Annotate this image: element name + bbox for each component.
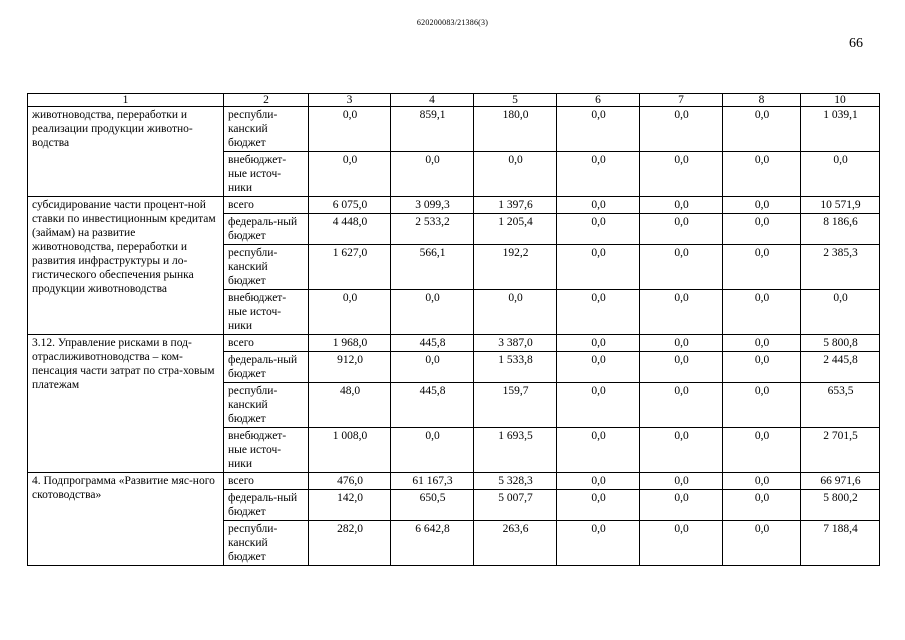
header-row — [28, 94, 880, 107]
item-name: субсидирование части процент-ной ставки по инвестиционным кредитам (займам) на развитие животноводства, переработки и развития инфраструктуры и ло-гистического обеспечения рынка продукции животноводства — [28, 197, 224, 335]
item-name: 4. Подпрограмма «Развитие мяс-ного скотоводства» — [28, 473, 224, 566]
value-cell: 5 800,8 — [801, 335, 880, 352]
value-cell: 0,0 — [723, 214, 801, 245]
value-cell: 0,0 — [723, 428, 801, 473]
value-cell: 0,0 — [801, 290, 880, 335]
value-cell: 0,0 — [557, 197, 640, 214]
value-cell: 1 039,1 — [801, 107, 880, 152]
value-cell: 0,0 — [723, 245, 801, 290]
value-cell: 3 387,0 — [474, 335, 557, 352]
funding-source: федераль-ный бюджет — [224, 352, 309, 383]
value-cell: 180,0 — [474, 107, 557, 152]
value-cell: 159,7 — [474, 383, 557, 428]
value-cell: 0,0 — [557, 352, 640, 383]
value-cell: 1 397,6 — [474, 197, 557, 214]
column-header-4: 4 — [391, 94, 474, 107]
value-cell: 0,0 — [723, 473, 801, 490]
value-cell: 6 075,0 — [309, 197, 391, 214]
value-cell: 142,0 — [309, 490, 391, 521]
page-number: 66 — [849, 36, 863, 51]
item-name: животноводства, переработки и реализации продукции животно-водства — [28, 107, 224, 197]
funding-source: внебюджет-ные источ-ники — [224, 428, 309, 473]
value-cell: 0,0 — [557, 245, 640, 290]
value-cell: 445,8 — [391, 383, 474, 428]
column-header-5: 5 — [474, 94, 557, 107]
funding-source: всего — [224, 473, 309, 490]
value-cell: 61 167,3 — [391, 473, 474, 490]
value-cell: 1 627,0 — [309, 245, 391, 290]
value-cell: 2 385,3 — [801, 245, 880, 290]
funding-source: республи-канский бюджет — [224, 383, 309, 428]
value-cell: 1 533,8 — [474, 352, 557, 383]
value-cell: 263,6 — [474, 521, 557, 566]
table-row — [28, 107, 880, 152]
value-cell: 0,0 — [391, 352, 474, 383]
value-cell: 650,5 — [391, 490, 474, 521]
value-cell: 0,0 — [557, 290, 640, 335]
column-header-3: 3 — [309, 94, 391, 107]
value-cell: 0,0 — [640, 245, 723, 290]
funding-source: всего — [224, 197, 309, 214]
column-header-10: 10 — [801, 94, 880, 107]
item-name: 3.12. Управление рисками в под-отраслиживотноводства – ком-пенсация части затрат по стра-ховым платежам — [28, 335, 224, 473]
value-cell: 0,0 — [640, 107, 723, 152]
value-cell: 3 099,3 — [391, 197, 474, 214]
value-cell: 0,0 — [640, 335, 723, 352]
value-cell: 0,0 — [723, 197, 801, 214]
value-cell: 66 971,6 — [801, 473, 880, 490]
column-header-8: 8 — [723, 94, 801, 107]
value-cell: 0,0 — [640, 383, 723, 428]
value-cell: 476,0 — [309, 473, 391, 490]
funding-source: республи-канский бюджет — [224, 521, 309, 566]
value-cell: 0,0 — [309, 107, 391, 152]
value-cell: 2 445,8 — [801, 352, 880, 383]
value-cell: 4 448,0 — [309, 214, 391, 245]
value-cell: 0,0 — [309, 290, 391, 335]
value-cell: 0,0 — [557, 152, 640, 197]
value-cell: 445,8 — [391, 335, 474, 352]
value-cell: 48,0 — [309, 383, 391, 428]
value-cell: 0,0 — [723, 352, 801, 383]
value-cell: 5 328,3 — [474, 473, 557, 490]
value-cell: 2 533,2 — [391, 214, 474, 245]
column-header-7: 7 — [640, 94, 723, 107]
value-cell: 0,0 — [391, 290, 474, 335]
value-cell: 0,0 — [723, 290, 801, 335]
value-cell: 0,0 — [557, 490, 640, 521]
funding-source: внебюджет-ные источ-ники — [224, 152, 309, 197]
value-cell: 192,2 — [474, 245, 557, 290]
value-cell: 0,0 — [640, 352, 723, 383]
funding-source: федераль-ный бюджет — [224, 214, 309, 245]
value-cell: 0,0 — [640, 152, 723, 197]
value-cell: 0,0 — [557, 335, 640, 352]
value-cell: 0,0 — [557, 383, 640, 428]
value-cell: 1 008,0 — [309, 428, 391, 473]
value-cell: 2 701,5 — [801, 428, 880, 473]
table-body — [28, 107, 880, 566]
budget-table — [27, 93, 880, 566]
value-cell: 0,0 — [723, 383, 801, 428]
column-header-2: 2 — [224, 94, 309, 107]
value-cell: 0,0 — [391, 152, 474, 197]
value-cell: 0,0 — [640, 428, 723, 473]
column-header-1: 1 — [28, 94, 224, 107]
value-cell: 566,1 — [391, 245, 474, 290]
table-row — [28, 197, 880, 214]
value-cell: 8 186,6 — [801, 214, 880, 245]
document-id: 620200083/21386(3) — [416, 18, 489, 27]
value-cell: 1 205,4 — [474, 214, 557, 245]
value-cell: 0,0 — [391, 428, 474, 473]
value-cell: 0,0 — [640, 290, 723, 335]
value-cell: 0,0 — [557, 214, 640, 245]
value-cell: 0,0 — [723, 335, 801, 352]
value-cell: 0,0 — [474, 152, 557, 197]
funding-source: федераль-ный бюджет — [224, 490, 309, 521]
value-cell: 0,0 — [309, 152, 391, 197]
value-cell: 0,0 — [640, 197, 723, 214]
value-cell: 912,0 — [309, 352, 391, 383]
funding-source: республи-канский бюджет — [224, 245, 309, 290]
value-cell: 1 968,0 — [309, 335, 391, 352]
value-cell: 0,0 — [640, 521, 723, 566]
table-row — [28, 335, 880, 352]
value-cell: 0,0 — [557, 428, 640, 473]
value-cell: 5 800,2 — [801, 490, 880, 521]
value-cell: 0,0 — [723, 521, 801, 566]
column-header-6: 6 — [557, 94, 640, 107]
value-cell: 0,0 — [557, 521, 640, 566]
value-cell: 0,0 — [557, 473, 640, 490]
value-cell: 6 642,8 — [391, 521, 474, 566]
value-cell: 0,0 — [723, 152, 801, 197]
value-cell: 653,5 — [801, 383, 880, 428]
value-cell: 859,1 — [391, 107, 474, 152]
value-cell: 0,0 — [474, 290, 557, 335]
value-cell: 0,0 — [640, 473, 723, 490]
value-cell: 0,0 — [640, 490, 723, 521]
funding-source: всего — [224, 335, 309, 352]
funding-source: республи-канский бюджет — [224, 107, 309, 152]
value-cell: 1 693,5 — [474, 428, 557, 473]
table-row — [28, 473, 880, 490]
value-cell: 282,0 — [309, 521, 391, 566]
value-cell: 7 188,4 — [801, 521, 880, 566]
value-cell: 0,0 — [723, 107, 801, 152]
value-cell: 10 571,9 — [801, 197, 880, 214]
value-cell: 0,0 — [723, 490, 801, 521]
funding-source: внебюджет-ные источ-ники — [224, 290, 309, 335]
value-cell: 0,0 — [801, 152, 880, 197]
value-cell: 0,0 — [640, 214, 723, 245]
value-cell: 0,0 — [557, 107, 640, 152]
value-cell: 5 007,7 — [474, 490, 557, 521]
